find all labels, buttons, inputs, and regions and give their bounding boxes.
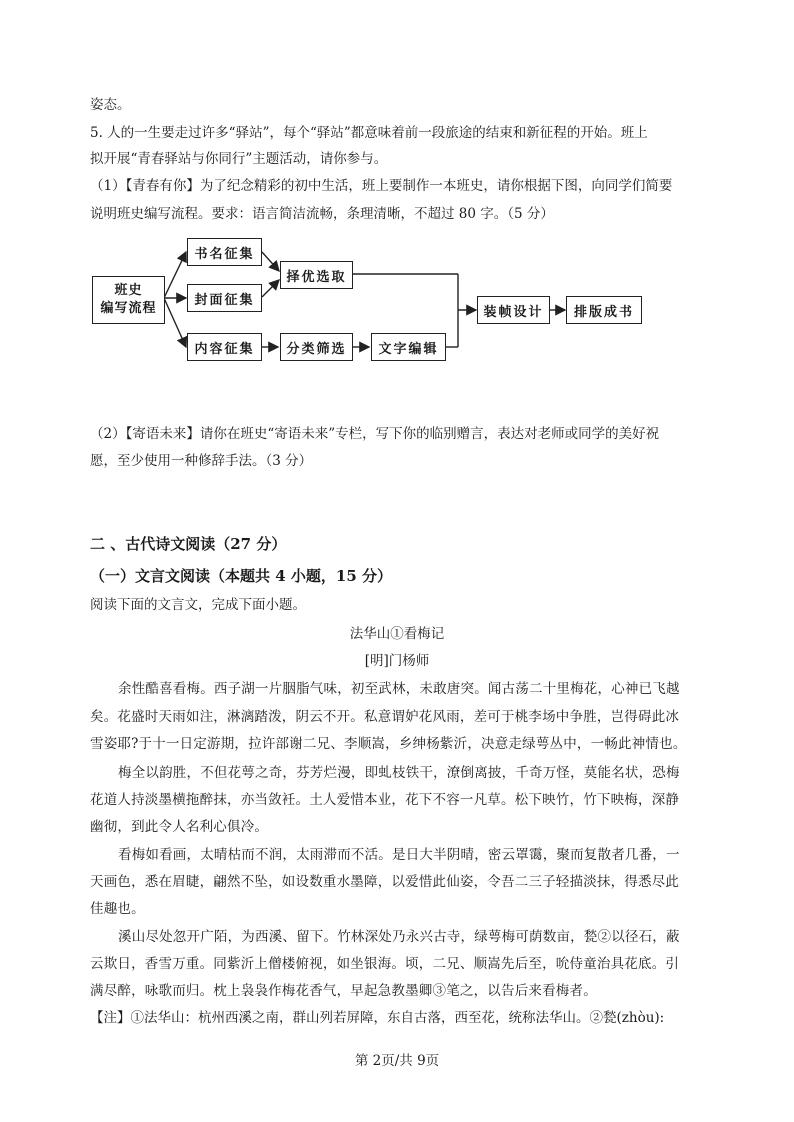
question-5-sub2-line2: 愿，至少使用一种修辞手法。（3 分） [90,453,313,469]
flow-typeset-box: 排版成书 [566,296,642,324]
flow-classify-box: 分类筛选 [280,333,353,361]
essay-author: [明]门杨师 [364,653,430,669]
essay-paragraph-3-line1: 看梅如看画，太晴枯而不润，太雨滞而不活。是日大半阴晴，密云罩霭，聚而复散者几番，一 [118,847,680,863]
section-2-subtitle: （一）文言文阅读（本题共 4 小题，15 分） [90,567,392,585]
previous-text-ending: 姿态。 [90,97,131,113]
essay-paragraph-1-line1: 余性酷喜看梅。西子湖一片胭脂气味，初至武林，未敢唐突。闻古荡二十里梅花，心神已飞越 [118,681,680,697]
question-5-intro-line2: 拟开展“青春驿站与你同行”主题活动，请你参与。 [90,151,388,167]
flow-content-collect-box: 内容征集 [187,333,262,361]
question-5-sub1-line1: （1）【青春有你】为了纪念精彩的初中生活，班上要制作一本班史，请你根据下图，向同学们简要 [90,178,673,194]
flow-start-line2: 编写流程 [100,301,157,316]
flow-select-best-box: 择优选取 [280,261,353,289]
flow-cover-collect-box: 封面征集 [187,284,262,312]
section-2-title: 二 、古代诗文阅读（27 分） [90,535,287,553]
essay-title: 法华山①看梅记 [349,626,445,642]
essay-paragraph-2-line2: 花道人持淡墨横拖醉抹，亦当敛衽。土人爱惜本业，花下不容一凡草。松下映竹，竹下映梅，深静 [90,792,680,808]
essay-paragraph-2-line3: 幽彻，到此令人名利心俱冷。 [90,819,269,835]
essay-paragraph-4-line1: 溪山尽处忽开广陌，为西溪、留下。竹林深处乃永兴古寺，绿萼梅可荫数亩，甃②以径石，蔽 [118,929,680,945]
essay-paragraph-4-line3: 满尽醉，咏歌而归。枕上袅袅作梅花香气，早起急教墨卿③笔之，以告后来看梅者。 [90,983,597,999]
flow-start-box [92,276,165,324]
essay-paragraph-4-line2: 云欺日，香雪万重。同紫沂上僧楼俯视，如坐银海。顷，二兄、顺嵩先后至，吮侍童治具花底。引 [90,956,680,972]
flow-binding-box: 装帧设计 [477,296,550,324]
flow-start-line1: 班史 [114,282,143,298]
essay-paragraph-1-line3: 雪姿耶?于十一日定游期，拉许部谢二兄、李顺嵩，乡绅杨紫沂，决意走绿萼丛中，一畅此神情也。 [90,736,687,752]
essay-paragraph-3-line3: 佳趣也。 [90,901,145,917]
question-5-intro-line1: 5. 人的一生要走过许多“驿站”，每个“驿站”都意味着前一段旅途的结束和新征程的开始。班上 [90,125,648,141]
flow-name-collect-box: 书名征集 [187,238,262,266]
essay-paragraph-2-line1: 梅全以韵胜，不但花萼之奇，芬芳烂漫，即虬枝铁干，潦倒离披，千奇万怪，莫能名状，恐梅 [118,765,680,781]
question-5-sub2-line1: （2）【寄语未来】请你在班史“寄语未来”专栏，写下你的临别赠言，表达对老师或同学的美好祝 [90,426,660,442]
essay-paragraph-1-line2: 矣。花盛时天雨如注，淋漓踏泼，阴云不开。私意谓妒花风雨，差可于桃李场中争胜，岂得碍此冰 [90,709,680,725]
page-number: 第 2页/共 9页 [354,1053,440,1069]
reading-instruction: 阅读下面的文言文，完成下面小题。 [90,597,306,613]
annotation-note: 【注】①法华山：杭州西溪之南，群山列若屏障，东自古落，西至花，统称法华山。②甃(zhòu): [90,1010,665,1026]
question-5-sub1-line2: 说明班史编写流程。要求：语言简洁流畅，条理清晰，不超过 80 字。（5 分） [90,206,554,222]
essay-paragraph-3-line2: 天画色，悉在眉睫，翩然不坠，如设数重水墨障，以爱惜此仙姿，令吾二三子轻描淡抹，得悉尽此 [90,874,680,890]
flow-edit-text-box: 文字编辑 [371,333,446,361]
